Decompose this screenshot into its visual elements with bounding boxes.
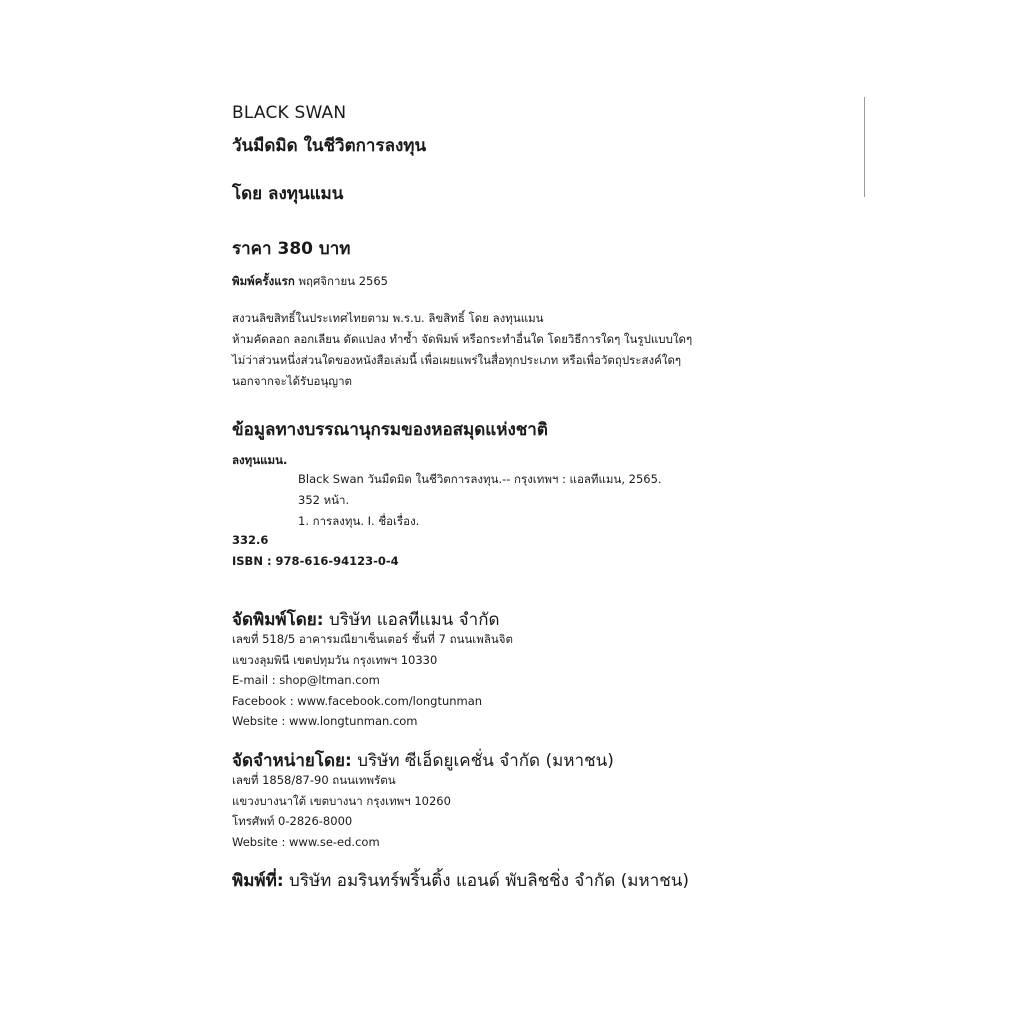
copyright-line: สงวนลิขสิทธิ์ในประเทศไทยตาม พ.ร.บ. ลิขสิทธิ์ โดย ลงทุนแมน: [232, 311, 544, 325]
distributor-name: บริษัท ซีเอ็ดยูเคชั่น จำกัด (มหาชน): [357, 751, 614, 771]
publisher-facebook: Facebook : www.facebook.com/longtunman: [232, 693, 483, 708]
book-price: ราคา 380 บาท: [232, 239, 351, 259]
cip-entry: 352 หน้า.: [298, 493, 350, 507]
first-print-date: พฤศจิกายน 2565: [298, 274, 388, 288]
distributor-address-line: แขวงบางนาใต้ เขตบางนา กรุงเทพฯ 10260: [232, 793, 451, 808]
publisher-label: จัดพิมพ์โดย:: [232, 610, 324, 630]
printer-name: บริษัท อมรินทร์พริ้นติ้ง แอนด์ พับลิชชิ่ง จำกัด (มหาชน): [289, 871, 690, 891]
copyright-line: ห้ามคัดลอก ลอกเลียน ดัดแปลง ทำซ้ำ จัดพิมพ์ หรือกระทำอื่นใด โดยวิธีการใดๆ ในรูปแบบใดๆ: [232, 332, 693, 346]
copyright-notice: [232, 308, 852, 392]
distributor-website: Website : www.se-ed.com: [232, 834, 380, 849]
cip-entry: 1. การลงทุน. I. ชื่อเรื่อง.: [298, 514, 420, 528]
distributor-details: [232, 770, 451, 852]
publisher-address-line: แขวงลุมพินี เขตปทุมวัน กรุงเทพฯ 10330: [232, 652, 438, 667]
book-author: โดย ลงทุนแมน: [232, 184, 344, 204]
distributor-phone: โทรศัพท์ 0-2826-8000: [232, 814, 353, 828]
cip-entry: Black Swan วันมืดมิด ในชีวิตการลงทุน.-- กรุงเทพฯ : แอลทีแมน, 2565.: [298, 472, 662, 486]
book-title-english: BLACK SWAN: [232, 103, 347, 123]
distributor-label: จัดจำหน่ายโดย:: [232, 751, 352, 771]
publisher-name: บริษัท แอลทีแมน จำกัด: [328, 610, 500, 630]
copyright-line: นอกจากจะได้รับอนุญาต: [232, 374, 353, 388]
publisher-website: Website : www.longtunman.com: [232, 714, 418, 728]
publisher-email: E-mail : shop@ltman.com: [232, 673, 380, 687]
margin-rule: [864, 97, 865, 197]
isbn: ISBN : 978-616-94123-0-4: [232, 554, 399, 568]
first-print-label: พิมพ์ครั้งแรก: [232, 274, 295, 288]
first-print-line: [232, 273, 388, 291]
printer-label: พิมพ์ที่:: [232, 871, 284, 891]
printer-heading: [232, 867, 689, 894]
publisher-address-line: เลขที่ 518/5 อาคารมณียาเซ็นเตอร์ ชั้นที่ 7 ถนนเพลินจิต: [232, 632, 513, 646]
distributor-address-line: เลขที่ 1858/87-90 ถนนเทพรัตน: [232, 773, 396, 787]
copyright-line: ไม่ว่าส่วนหนึ่งส่วนใดของหนังสือเล่มนี้ เพื่อเผยแพร่ในสื่อทุกประเภท หรือเพื่อวัตถุประสงค์ใดๆ: [232, 353, 682, 367]
cip-classification: 332.6: [232, 533, 269, 547]
publisher-details: [232, 629, 513, 732]
book-title-thai: วันมืดมิด ในชีวิตการลงทุน: [232, 136, 427, 156]
cip-author: ลงทุนแมน.: [232, 453, 288, 467]
cip-heading: ข้อมูลทางบรรณานุกรมของหอสมุดแห่งชาติ: [232, 420, 548, 440]
cip-entries: [298, 469, 662, 532]
